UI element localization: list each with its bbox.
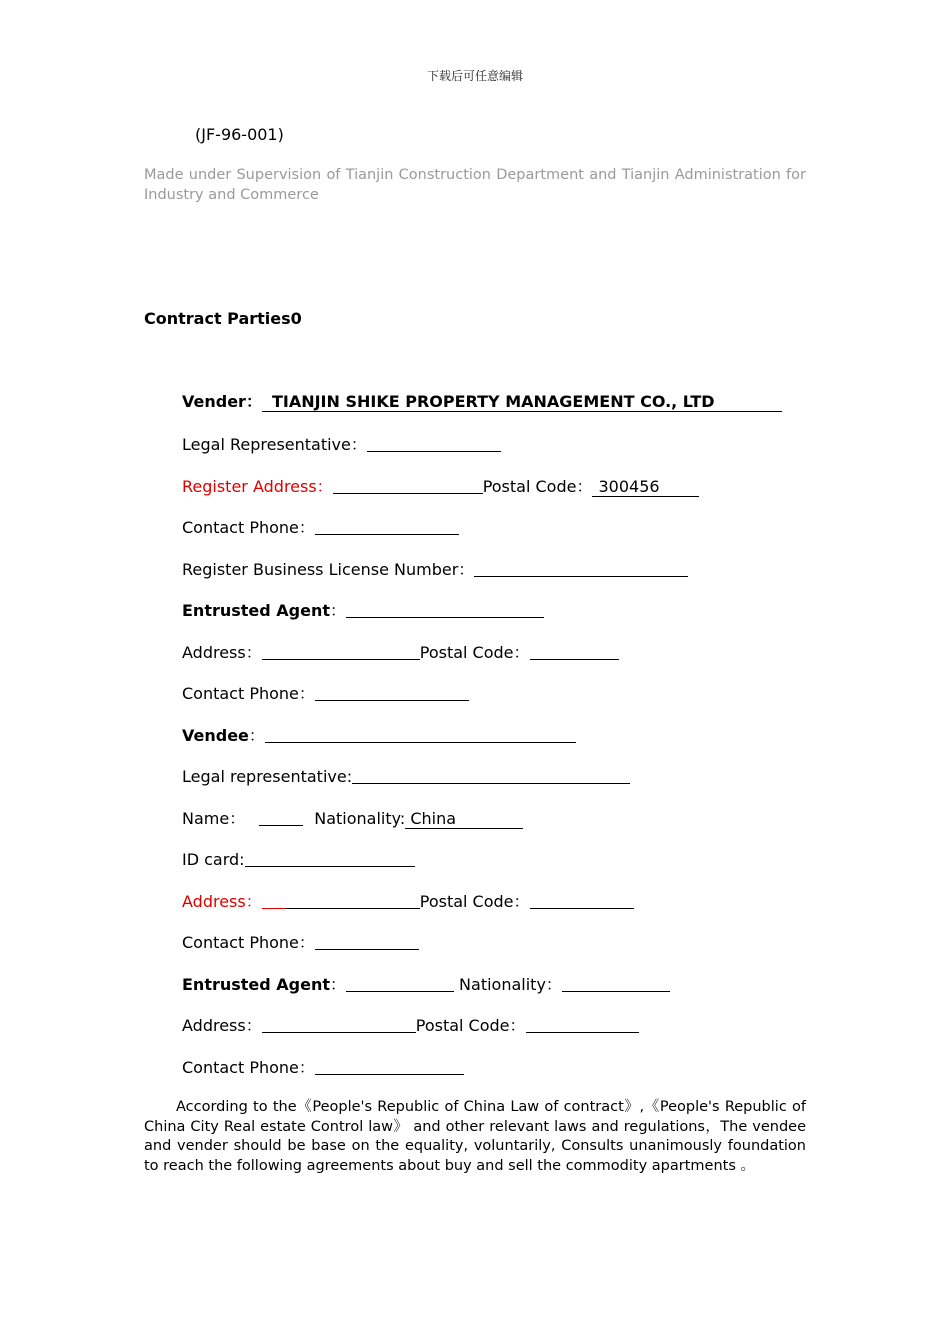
vendee-row [182, 724, 576, 746]
vender-agent-phone-row [182, 682, 469, 704]
vendee-name-label: Name： [182, 809, 246, 828]
vender-agent-address-field[interactable] [262, 643, 420, 660]
vender-contact-phone-label: Contact Phone： [182, 518, 315, 537]
vendee-nationality-label: Nationality: [314, 809, 406, 828]
vendee-colon: ： [248, 726, 265, 745]
vender-agent-address-label: Address： [182, 643, 262, 662]
vender-license-label: Register Business License Number： [182, 560, 475, 579]
vendee-legal-rep-field[interactable] [352, 767, 630, 784]
vendee-contact-phone-field[interactable] [315, 933, 419, 950]
vender-register-address-field[interactable] [333, 477, 483, 494]
vendee-agent-postal-code-label: Postal Code： [415, 1016, 526, 1035]
vender-postal-code-field[interactable]: 300456 [592, 478, 699, 497]
vendee-phone-row [182, 931, 419, 953]
vender-contact-phone-field[interactable] [315, 518, 459, 535]
vender-agent-label: Entrusted Agent [182, 601, 331, 620]
vender-postal-code-label: Postal Code： [482, 477, 593, 496]
section-title: Contract Parties0 [144, 309, 302, 328]
vender-agent-address-row [182, 641, 619, 663]
vendee-address-label: Address： [182, 892, 262, 911]
vendee-address-field[interactable] [286, 892, 420, 909]
vendee-agent-postal-code-field[interactable] [526, 1016, 639, 1033]
vender-legal-rep-field[interactable] [367, 435, 501, 452]
vendee-name-field[interactable] [259, 809, 303, 826]
vendee-agent-address-label: Address： [182, 1016, 262, 1035]
vendee-postal-code-field[interactable] [530, 892, 634, 909]
vendee-agent-colon: ： [330, 975, 347, 994]
vender-register-address-label: Register Address： [182, 477, 333, 496]
vender-agent-postal-code-field[interactable] [530, 643, 619, 660]
vendee-agent-phone-row [182, 1056, 464, 1078]
agreement-paragraph: According to the《People's Republic of China Law of contract》,《People's Republic of China City Real estate Control law》 and other relevant laws and regulations，The vendee and vender should be base on the equality, voluntarily, Consults unanimously foundation to reach the following agreements about buy and sell the commodity apartments 。 [144, 1099, 806, 1174]
vendee-address-row [182, 890, 634, 912]
supervision-note: Made under Supervision of Tianjin Construction Department and Tianjin Administration for Industry and Commerce [144, 167, 806, 203]
vender-license-field[interactable] [474, 560, 688, 577]
vender-phone-row [182, 516, 459, 538]
vendee-id-field[interactable] [245, 850, 415, 867]
vender-legal-rep-row [182, 433, 501, 455]
vender-agent-postal-code-label: Postal Code： [419, 643, 530, 662]
vendee-agent-nationality-field[interactable] [562, 975, 670, 992]
vendee-legal-rep-row [182, 765, 630, 787]
vendee-agent-contact-phone-label: Contact Phone： [182, 1058, 315, 1077]
vender-name-field[interactable]: TIANJIN SHIKE PROPERTY MANAGEMENT CO., LTD [262, 393, 782, 412]
vendee-agent-address-row [182, 1014, 639, 1036]
vendee-address-field-start[interactable] [262, 892, 286, 909]
vendee-postal-code-label: Postal Code： [419, 892, 530, 911]
vendee-id-label: ID card: [182, 850, 245, 869]
vendee-legal-rep-label: Legal representative: [182, 767, 353, 786]
vender-row [182, 392, 782, 412]
vendee-field[interactable] [265, 726, 576, 743]
vendee-name-row [182, 807, 523, 829]
document-code: (JF-96-001) [195, 125, 284, 144]
vender-address-row [182, 475, 699, 497]
vendee-id-row [182, 848, 415, 870]
vender-legal-rep-label: Legal Representative： [182, 435, 367, 454]
vender-agent-contact-phone-label: Contact Phone： [182, 684, 315, 703]
header-note: 下载后可任意编辑 [426, 69, 523, 83]
vendee-agent-field[interactable] [346, 975, 454, 992]
vendee-nationality-field[interactable]: China [405, 810, 523, 829]
vender-agent-colon: ： [330, 601, 347, 620]
vender-label: Vender： [182, 392, 262, 411]
vender-license-row [182, 558, 688, 580]
vendee-label: Vendee [182, 726, 249, 745]
vendee-agent-address-field[interactable] [262, 1016, 416, 1033]
vendee-agent-nationality-label: Nationality： [459, 975, 562, 994]
vendee-agent-row [182, 973, 670, 995]
vendee-agent-label: Entrusted Agent [182, 975, 331, 994]
vender-agent-contact-phone-field[interactable] [315, 684, 469, 701]
vender-agent-row [182, 599, 544, 621]
vendee-agent-contact-phone-field[interactable] [315, 1058, 464, 1075]
vendee-contact-phone-label: Contact Phone： [182, 933, 315, 952]
vender-agent-field[interactable] [346, 601, 544, 618]
